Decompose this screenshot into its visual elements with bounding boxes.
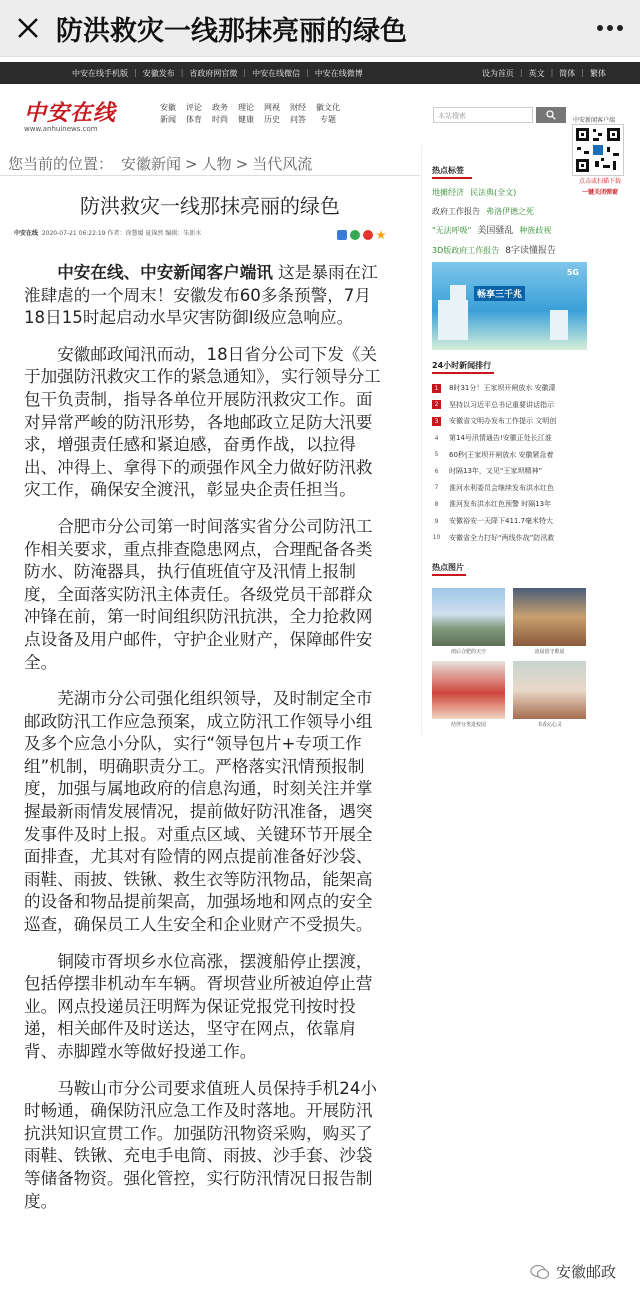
hot-tag[interactable]: 地摊经济: [432, 188, 464, 197]
star-icon[interactable]: [376, 230, 386, 240]
article-paragraph: 合肥市分公司第一时间落实省分公司防汛工作相关要求，重点排查隐患网点，合理配备各类防水、防淹器具，执行值班值守及汛情上报制度，全面落实防汛主体责任。各级党员干部群众冲锋在前，第一时间组织防汛抗洪，全力抢救网点设备及用户邮件，守护企业财产，保障邮件安全。: [24, 516, 373, 672]
qr-label: 中安新闻客户端: [573, 117, 616, 124]
hot-pictures: [432, 562, 587, 728]
nav-link[interactable]: 理论: [238, 103, 254, 112]
article-meta: [14, 228, 201, 237]
more-options-button[interactable]: [580, 25, 640, 31]
ad-building: [550, 310, 568, 340]
article-title: 防洪救灾一线那抹亮丽的绿色: [80, 194, 340, 218]
lead-text: 这是暴雨在江淮肆虐的一个周末！安徽发布60多条预警，7月18日15时起启动水旱灾害防御Ⅰ级应急响应。: [24, 263, 378, 328]
top-links: [72, 68, 363, 79]
nav-link[interactable]: 财经: [290, 103, 306, 112]
breadcrumb-separator: >: [235, 155, 249, 173]
separator: |: [180, 67, 184, 77]
news-item[interactable]: [432, 496, 587, 513]
nav-column: [316, 102, 340, 126]
search-button[interactable]: [536, 107, 566, 123]
breadcrumb-separator: >: [185, 155, 198, 173]
pictures-grid: [432, 588, 587, 728]
separator: |: [306, 67, 309, 77]
article-lead: [24, 262, 384, 330]
news-ranking: [432, 360, 587, 546]
picture-image: [432, 588, 505, 646]
separator: |: [550, 67, 554, 77]
news-title: 淮河发布洪水红色预警 时隔13年: [449, 500, 552, 509]
ad-building: [450, 285, 466, 340]
wechat-account-icon: [530, 1264, 550, 1280]
top-right-link[interactable]: 简体: [559, 68, 576, 78]
news-ranking-title: 24小时新闻排行: [432, 360, 494, 374]
logo-url: www.anhuinews.com: [24, 125, 98, 133]
share-plus-icon[interactable]: [337, 230, 347, 240]
nav-link[interactable]: 政务: [212, 103, 228, 112]
rank-number: 7: [434, 484, 439, 492]
ad-banner[interactable]: [432, 262, 587, 350]
article-paragraph: 安徽邮政闻汛而动，18日省分公司下发《关于加强防汛救灾工作的紧急通知》，实行领导分工包干负责制，指导各单位开展防汛救灾工作。面对异常严峻的防汛形势，各地邮政立足防大汛要求，增强责任感和紧迫感，奋勇作战，以拉得出、冲得上、拿得下的顽强作风全力做好防汛救灾工作，确保安全渡汛，彰显央企责任担当。: [24, 344, 381, 500]
dot-icon: [597, 25, 603, 31]
rank-number: 1: [432, 384, 441, 393]
top-link[interactable]: 中安在线手机版: [72, 68, 128, 78]
tag-row: [432, 241, 587, 261]
hot-tag[interactable]: 政府工作报告: [432, 207, 480, 216]
wechat-watermark: [530, 1261, 616, 1282]
tag-row: [432, 221, 587, 241]
nav-column: [290, 102, 306, 126]
nav-link[interactable]: 时尚: [212, 115, 228, 124]
close-icon: [17, 17, 39, 39]
nav-link[interactable]: 新闻: [160, 115, 176, 124]
hot-pictures-title: 热点图片: [432, 562, 466, 576]
rank-number: 8: [434, 500, 439, 508]
wechat-title: 防洪救灾一线那抹亮丽的绿色: [56, 15, 407, 47]
news-item[interactable]: [432, 430, 587, 447]
nav-link[interactable]: 问答: [290, 115, 306, 124]
news-title: 8时31分！王家坝开闸放水 安徽濛: [449, 384, 556, 393]
top-right-link[interactable]: 英文: [528, 68, 545, 78]
breadcrumb: [8, 153, 312, 174]
news-title: 安徽裕安一天降下411.7毫米特大: [449, 517, 554, 526]
rank-number: 2: [432, 400, 441, 409]
article-source: 中安在线: [14, 230, 39, 237]
news-title: 第14号汛情通告!安徽正处长江淮: [449, 434, 552, 443]
top-right-links: [482, 68, 606, 79]
hot-tag[interactable]: "无法呼吸": [432, 226, 472, 235]
picture-item[interactable]: [513, 661, 586, 728]
site-logo[interactable]: [24, 96, 134, 132]
picture-item[interactable]: [432, 661, 505, 728]
picture-image: [513, 588, 586, 646]
news-item[interactable]: [432, 463, 587, 480]
news-title: 坚持以习近平总书记重要讲话指示: [449, 400, 554, 409]
hot-tag[interactable]: 美国骚乱: [477, 226, 514, 236]
separator: |: [134, 67, 137, 77]
hot-tags-title: 热点标签: [432, 165, 472, 179]
nav-link[interactable]: 网视: [264, 103, 280, 112]
breadcrumb-item[interactable]: 当代风流: [252, 155, 313, 173]
rank-number: 6: [434, 467, 439, 475]
hot-tags: [432, 165, 587, 261]
news-item[interactable]: [432, 397, 587, 414]
qr-caption: 点击或扫描下载: [578, 178, 621, 185]
nav-column: [264, 102, 280, 126]
separator: |: [519, 67, 523, 77]
lead-bold: 中安在线、中安新闻客户端讯: [57, 263, 273, 282]
news-title: 时隔13年，又见“王家坝精神”: [449, 467, 543, 476]
top-right-link[interactable]: 设为首页: [481, 68, 514, 78]
news-title: 60秒|王家坝开闸放水 安徽紧急着: [449, 450, 554, 459]
ad-headline: 畅享三千兆: [474, 286, 525, 301]
picture-item[interactable]: [432, 588, 505, 655]
news-item[interactable]: [432, 513, 587, 530]
nav-link[interactable]: 徽文化: [316, 103, 340, 112]
nav-column: [238, 102, 254, 126]
tag-row: [432, 183, 587, 202]
hot-tag[interactable]: 弗洛伊德之死: [486, 207, 534, 216]
top-link[interactable]: 中安在线微信: [252, 68, 301, 78]
breadcrumb-item[interactable]: 人物: [201, 155, 232, 173]
nav-column: [212, 102, 228, 126]
breadcrumb-label: 您当前的位置：: [8, 155, 114, 173]
picture-caption: 书香沁心灵: [536, 722, 562, 728]
wechat-title-bar: [0, 0, 640, 57]
news-title: 安徽省文明办发布工作提示 文明创: [449, 417, 557, 426]
share-icons: [337, 230, 386, 240]
news-title: 安徽省全力打好“两线作战”防汛救: [449, 533, 555, 542]
tags-list: [432, 183, 587, 261]
watermark-text: 安徽邮政: [556, 1263, 617, 1281]
site-top-strip: [0, 62, 640, 84]
nav-link[interactable]: 体育: [186, 115, 202, 124]
news-item[interactable]: [432, 480, 587, 497]
close-button[interactable]: [0, 0, 56, 56]
article-body: [24, 262, 384, 1227]
top-link[interactable]: 中安在线微博: [314, 68, 363, 78]
main-nav: [160, 102, 340, 126]
wechat-share-icon[interactable]: [350, 230, 360, 240]
news-ranking-list: [432, 380, 587, 546]
article-paragraph: 马鞍山市分公司要求值班人员保持手机24小时畅通，确保防汛应急工作及时落地。开展防汛抗洪知识宣贯工作。加强防汛物资采购，购买了雨鞋、铁锹、充电手电筒、雨披、沙手套、沙袋等储备物资。强化管控，实行防汛情况日报告制度。: [24, 1078, 377, 1211]
hot-tag[interactable]: 3D版政府工作报告: [432, 246, 500, 255]
divider: [0, 175, 420, 176]
article-paragraph: 铜陵市胥坝乡水位高涨，摆渡船停止摆渡，包括停摆非机动车车辆。胥坝营业所被迫停止营业。网点投递员汪明辉为保证党报党刊按时投递，相关邮件及时送达，坚守在网点，依靠肩背、赤脚蹚水等做好投递工作。: [24, 951, 373, 1061]
top-right-link[interactable]: 繁体: [590, 68, 606, 78]
news-item[interactable]: [432, 446, 587, 463]
search-icon: [546, 110, 556, 120]
picture-caption: 结伴分类进校园: [450, 722, 486, 728]
hot-tag[interactable]: 种族歧视: [519, 226, 552, 235]
article-meta-details: 2020-07-21 06:22:19 作者：徐慧媛 夏锦然 编辑：朱新水: [41, 230, 202, 237]
tag-row: [432, 202, 587, 221]
news-item[interactable]: [432, 380, 587, 397]
nav-link[interactable]: 安徽: [160, 103, 176, 112]
nav-link[interactable]: 健康: [238, 115, 254, 124]
hot-tag[interactable]: 民法典(全文): [470, 188, 517, 197]
article-paragraph: 芜湖市分公司强化组织领导，及时制定全市邮政防汛工作应急预案，成立防汛工作领导小组及多个应急小分队，实行“领导包片+专项工作组”机制，明确职责分工。严格落实汛情预报制度，加强与属地政府的信息沟通，时刻关注并掌握最新雨情发展情况，提前做好防汛准备，遇突发事件及时上报。对重点区域、关键环节开展全面排查，尤其对有险情的网点提前准备好沙袋、雨鞋、雨披、铁锹、救生衣等防汛物品，能架高的设备和物品提前架高，加强场地和网点的安全巡查，确保员工人生安全和企业财产不受损失。: [24, 689, 373, 935]
nav-column: [186, 102, 202, 126]
news-item[interactable]: [432, 529, 587, 546]
rank-number: 10: [432, 534, 441, 542]
news-item[interactable]: [432, 413, 587, 430]
dot-icon: [607, 25, 613, 31]
nav-link[interactable]: 历史: [264, 115, 280, 124]
dot-icon: [617, 25, 623, 31]
breadcrumb-item[interactable]: 安徽新闻: [121, 155, 182, 173]
rank-number: 3: [432, 417, 441, 426]
weibo-share-icon[interactable]: [363, 230, 373, 240]
picture-item[interactable]: [513, 588, 586, 655]
rank-number: 5: [434, 451, 439, 459]
top-link[interactable]: 安徽发布: [142, 68, 175, 78]
picture-image: [513, 661, 586, 719]
nav-link[interactable]: 评论: [186, 103, 202, 112]
picture-image: [432, 661, 505, 719]
news-title: 淮河水利委员会继续发布洪水红色: [449, 483, 554, 492]
top-link[interactable]: 省政府网官微: [189, 68, 238, 78]
picture-caption: 凌晨留守歌晨: [534, 649, 565, 655]
close-popup-link[interactable]: 一键关闭弹窗: [581, 189, 618, 196]
nav-column: [160, 102, 176, 126]
separator: |: [581, 67, 584, 77]
hot-tag[interactable]: 8字读懂报告: [505, 246, 556, 256]
rank-number: 4: [434, 434, 439, 442]
nav-link[interactable]: 专题: [320, 115, 336, 124]
ad-5g-badge: 5G: [566, 268, 579, 277]
picture-caption: 雨后合肥的天空: [450, 649, 486, 655]
rank-number: 9: [434, 517, 439, 525]
logo-text: 中安在线: [24, 100, 117, 126]
search-input[interactable]: 本站搜索: [433, 107, 533, 123]
sidebar-divider: [421, 145, 422, 735]
separator: |: [243, 67, 247, 77]
